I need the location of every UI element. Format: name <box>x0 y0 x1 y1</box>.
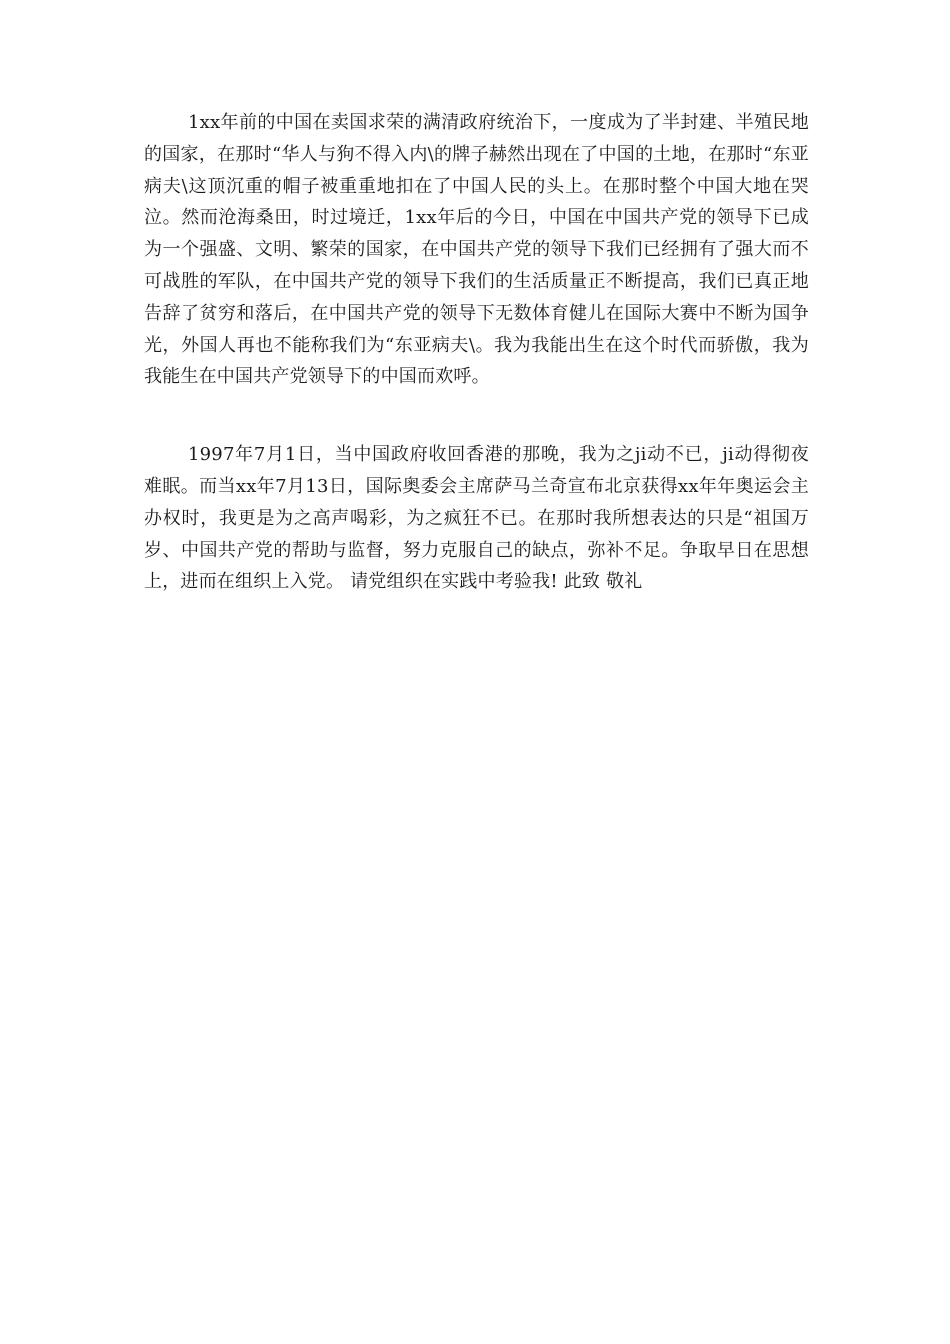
document-body <box>144 107 809 598</box>
paragraph-1: 1xx年前的中国在卖国求荣的满清政府统治下，一度成为了半封建、半殖民地的国家，在那时“华人与狗不得入内\的牌子赫然出现在了中国的土地，在那时“东亚病夫\这顶沉重的帽子被重重地扣在了中国人民的头上。在那时整个中国大地在哭泣。然而沧海桑田，时过境迁，1xx年后的今日，中国在中国共产党的领导下已成为一个强盛、文明、繁荣的国家，在中国共产党的领导下我们已经拥有了强大而不可战胜的军队，在中国共产党的领导下我们的生活质量正不断提高，我们已真正地告辞了贫穷和落后，在中国共产党的领导下无数体育健儿在国际大赛中不断为国争光，外国人再也不能称我们为“东亚病夫\。我为我能出生在这个时代而骄傲，我为我能生在中国共产党领导下的中国而欢呼。 <box>144 112 809 388</box>
paragraph-2: 1997年7月1日，当中国政府收回香港的那晚，我为之ji动不已，ji动得彻夜难眠。而当xx年7月13日，国际奥委会主席萨马兰奇宣布北京获得xx年年奥运会主办权时，我更是为之高声喝彩，为之疯狂不已。在那时我所想表达的只是“祖国万岁、中国共产党的帮助与监督，努力克服自己的缺点，弥补不足。争取早日在思想上，进而在组织上入党。 请党组织在实践中考验我! 此致 敬礼 <box>144 444 809 593</box>
